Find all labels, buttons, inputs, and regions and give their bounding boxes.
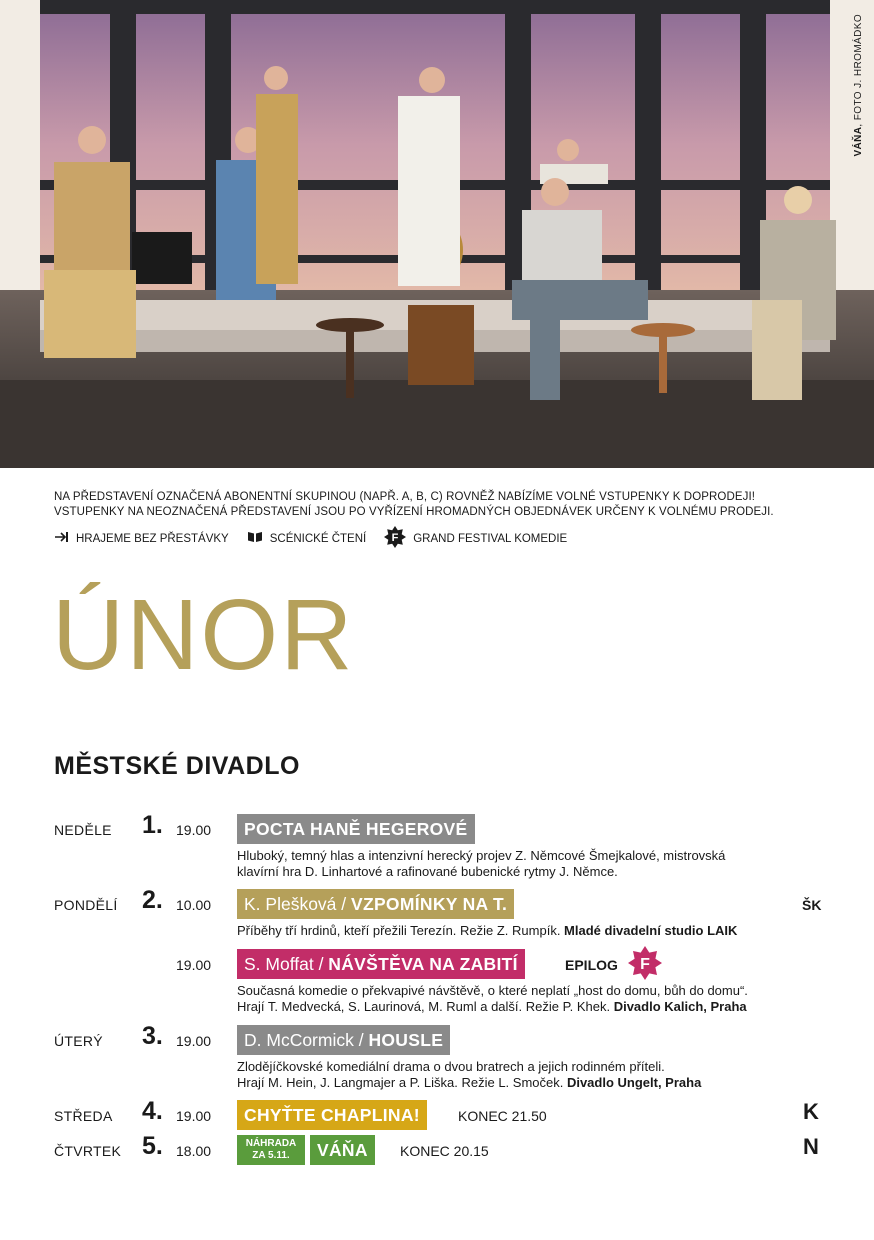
legend-festival-label: GRAND FESTIVAL KOMEDIE (413, 532, 568, 545)
event-3-time: 19.00 (176, 957, 212, 973)
event-4-desc-cast: Hrají M. Hein, J. Langmajer a P. Liška. Režie L. Smoček. (237, 1075, 567, 1090)
event-5-title-tag[interactable] (237, 1100, 427, 1130)
legend-reading-label: SCÉNICKÉ ČTENÍ (269, 532, 367, 545)
event-5-day: STŘEDA (54, 1108, 113, 1124)
event-2-title-tag[interactable] (237, 889, 514, 919)
event-4-day: ÚTERÝ (54, 1033, 103, 1049)
event-6-date: 5. (142, 1132, 163, 1160)
event-4-title-tag[interactable] (237, 1025, 450, 1055)
photo-credit-title: VÁŇA (853, 126, 864, 157)
event-2-description (237, 923, 737, 939)
event-2-day: PONDĚLÍ (54, 897, 118, 913)
event-4-desc-line-1: Zlodějíčkovské komediální drama o dvou bratrech a jejich rodinném příteli. (237, 1059, 665, 1074)
event-2-company: Mladé divadelní studio LAIK (564, 923, 738, 938)
event-2-desc-text: Příběhy tří hrdinů, kteří přežili Terezín. Režie Z. Rumpík. (237, 923, 565, 938)
event-6-replacement-badge (237, 1135, 305, 1165)
event-1-time: 19.00 (176, 822, 212, 838)
legend-no-break (54, 532, 229, 545)
legend-no-break-label: HRAJEME BEZ PŘESTÁVKY (76, 532, 229, 545)
open-book-icon (247, 531, 263, 546)
ticket-notes (54, 490, 774, 520)
event-3-series: EPILOG (565, 957, 618, 973)
legend-reading (247, 531, 367, 546)
event-5-date: 4. (142, 1097, 163, 1125)
festival-star-letter: F (391, 532, 399, 544)
event-3-desc-cast: Hrají T. Medvecká, S. Laurinová, M. Ruml a další. Režie P. Khek. (237, 999, 614, 1014)
event-4-time: 19.00 (176, 1033, 212, 1049)
photo-credit-photographer: , FOTO J. HROMÁDKO (853, 14, 864, 127)
event-6-time: 18.00 (176, 1143, 212, 1159)
event-5-end-time: KONEC 21.50 (458, 1108, 547, 1124)
event-1-title-tag[interactable] (237, 814, 475, 844)
event-1-day: NEDĚLE (54, 822, 112, 838)
event-3-description (237, 983, 748, 1015)
event-3-company: Divadlo Kalich, Praha (613, 999, 747, 1014)
event-1-desc-line-2: klavírní hra D. Linhartové a rafinované bubenické rytmy J. Němce. (237, 864, 618, 879)
event-4-author: D. McCormick / (244, 1030, 369, 1050)
event-2-date: 2. (142, 886, 163, 914)
event-2-author: K. Plešková / (244, 894, 351, 914)
event-5-title: CHYŤTE CHAPLINA! (244, 1105, 420, 1125)
event-5-time: 19.00 (176, 1108, 212, 1124)
event-1-desc-line-1: Hluboký, temný hlas a intenzivní herecký projev Z. Němcové Šmejkalové, mistrovská (237, 848, 726, 863)
venue-heading: MĚSTSKÉ DIVADLO (54, 752, 300, 780)
event-6-end-time: KONEC 20.15 (400, 1143, 489, 1159)
photo-credit (853, 14, 864, 157)
event-2-code: ŠK (802, 897, 822, 913)
event-4-desc-line-2 (237, 1075, 701, 1091)
stage-scene-illustration (0, 0, 874, 468)
festival-star-icon (384, 526, 406, 551)
event-2-time: 10.00 (176, 897, 212, 913)
event-4-company: Divadlo Ungelt, Praha (566, 1075, 702, 1090)
event-3-author: S. Moffat / (244, 954, 329, 974)
month-heading: ÚNOR (52, 579, 355, 691)
event-1-date: 1. (142, 811, 163, 839)
event-3-title-tag[interactable] (237, 949, 525, 979)
event-4-description (237, 1059, 701, 1091)
event-6-title: VÁŇA (317, 1140, 368, 1160)
festival-star-icon (628, 946, 662, 980)
event-6-badge-line-1: NÁHRADA (245, 1138, 297, 1149)
event-5-code: K (803, 1099, 819, 1124)
event-3-desc-line-2 (237, 999, 748, 1015)
event-3-festival-letter: F (640, 956, 650, 973)
event-6-day: ČTVRTEK (54, 1143, 122, 1159)
event-3-desc-line-1: Současná komedie o překvapivé návštěvě, o které neplatí „host do domu, bůh do domu“. (237, 983, 748, 998)
arrow-to-bar-icon (54, 532, 69, 545)
legend-festival (384, 526, 567, 551)
event-6-title-tag[interactable] (310, 1135, 375, 1165)
legend (54, 526, 585, 551)
event-3-title: NÁVŠTĚVA NA ZABITÍ (328, 954, 518, 974)
event-1-description (237, 848, 725, 880)
ticket-note-2: VSTUPENKY NA NEOZNAČENÁ PŘEDSTAVENÍ JSOU PO VYŘÍZENÍ HROMADNÝCH OBJEDNÁVEK URČENY K VOLNÉMU PRODEJI. (54, 506, 774, 518)
event-2-title: VZPOMÍNKY NA T. (351, 894, 508, 914)
event-6-code: N (803, 1134, 819, 1159)
event-1-title: POCTA HANĚ HEGEROVÉ (244, 819, 468, 839)
stage-photo (0, 0, 874, 468)
ticket-note-1: NA PŘEDSTAVENÍ OZNAČENÁ ABONENTNÍ SKUPINOU (NAPŘ. A, B, C) ROVNĚŽ NABÍZÍME VOLNÉ VSTUPENKY K DOPRODEJI! (54, 491, 756, 503)
event-6-badge-line-2: ZA 5.11. (252, 1150, 290, 1161)
event-4-title: HOUSLE (368, 1030, 444, 1050)
event-2-desc-line-1 (237, 923, 737, 939)
event-4-date: 3. (142, 1022, 163, 1050)
